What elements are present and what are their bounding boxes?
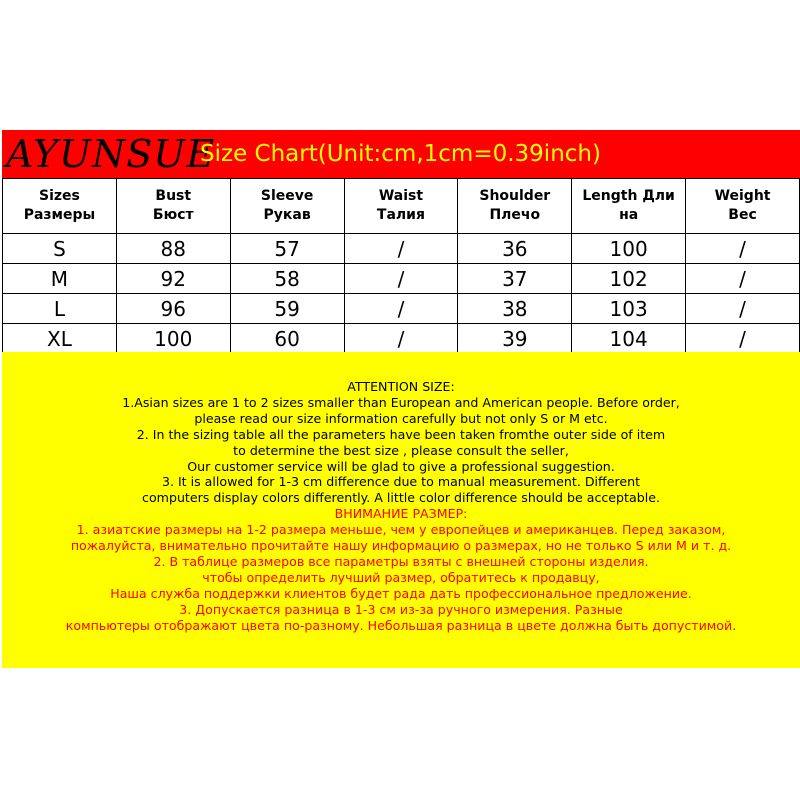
table-row-s: [3, 234, 800, 264]
table-cell-waist: /: [344, 264, 458, 294]
table-row-m: [3, 264, 800, 294]
table-header-row: [3, 179, 800, 234]
notes-line-en: computers display colors differently. A little color difference should be acceptable.: [142, 490, 660, 506]
table-cell-weight: /: [686, 294, 800, 324]
notes-line-en: 2. In the sizing table all the parameters have been taken fromthe outer side of item: [136, 426, 666, 442]
column-header-ru: Размеры: [23, 207, 96, 223]
table-cell-sleeve: 57: [230, 234, 344, 264]
table-cell-size: S: [3, 234, 117, 264]
table-row-l: [3, 294, 800, 324]
column-header-en: Waist: [378, 188, 424, 204]
table-cell-bust: 96: [116, 294, 230, 324]
table-cell-shoulder: 38: [458, 294, 572, 324]
table-cell-shoulder: 37: [458, 264, 572, 294]
column-header-ru: Талия: [376, 207, 425, 223]
column-header-weight: [686, 179, 800, 234]
column-header-sizes: [3, 179, 117, 234]
column-header-length: [572, 179, 686, 234]
column-header-shoulder: [458, 179, 572, 234]
table-cell-weight: /: [686, 234, 800, 264]
notes-line-en: to determine the best size , please consult the seller,: [233, 442, 569, 458]
table-cell-sleeve: 60: [230, 324, 344, 354]
table-cell-size: L: [3, 294, 117, 324]
notes-line-ru: пожалуйста, внимательно прочитайте нашу информацию о размерах, но не только S или M и т. д.: [70, 538, 732, 554]
column-header-ru: на: [619, 207, 639, 223]
size-chart-header: [2, 130, 800, 178]
table-cell-bust: 88: [116, 234, 230, 264]
column-header-waist: [344, 179, 458, 234]
column-header-en: Length Дли: [582, 188, 675, 204]
table-cell-bust: 92: [116, 264, 230, 294]
table-cell-waist: /: [344, 294, 458, 324]
column-header-en: Bust: [155, 188, 192, 204]
notes-line-ru: ВНИМАНИЕ РАЗМЕР:: [334, 506, 468, 522]
column-header-en: Weight: [714, 188, 771, 204]
table-cell-weight: /: [686, 324, 800, 354]
notes-text: [2, 379, 800, 634]
notes-line-ru: компьютеры отображают цвета по-разному. Небольшая разница в цвете должна быть допустимой.: [65, 617, 737, 633]
size-table: [2, 178, 800, 354]
notes-line-en: 1.Asian sizes are 1 to 2 sizes smaller than European and American people. Before order,: [122, 394, 680, 410]
table-cell-waist: /: [344, 234, 458, 264]
column-header-sleeve: [230, 179, 344, 234]
chart-title: Size Chart(Unit:cm,1cm=0.39inch): [200, 141, 601, 167]
table-row-xl: [3, 324, 800, 354]
notes-line-ru: чтобы определить лучший размер, обратитесь к продавцу,: [202, 569, 600, 585]
brand-logo: AYUNSUE: [6, 132, 216, 176]
table-cell-length: 100: [572, 234, 686, 264]
notes-line-en: 3. It is allowed for 1-3 cm difference due to manual measurement. Different: [161, 474, 641, 490]
notes-line-ru: 3. Допускается разница в 1-3 см из-за ручного измерения. Разные: [179, 601, 623, 617]
table-cell-length: 102: [572, 264, 686, 294]
notes-line-ru: 1. азиатские размеры на 1-2 размера меньше, чем у европейцев и американцев. Перед заказом,: [76, 522, 726, 538]
table-cell-length: 103: [572, 294, 686, 324]
attention-notes: [2, 352, 800, 668]
notes-line-ru: 2. В таблице размеров все параметры взяты с внешней стороны изделия.: [153, 553, 649, 569]
table-cell-shoulder: 36: [458, 234, 572, 264]
table-cell-waist: /: [344, 324, 458, 354]
column-header-bust: [116, 179, 230, 234]
column-header-ru: Рукав: [263, 207, 311, 223]
table-cell-size: M: [3, 264, 117, 294]
column-header-ru: Бюст: [152, 207, 194, 223]
notes-line-en: please read our size information carefully but not only S or M etc.: [194, 410, 608, 426]
table-cell-bust: 100: [116, 324, 230, 354]
table-cell-weight: /: [686, 264, 800, 294]
notes-line-en: Our customer service will be glad to give a professional suggestion.: [187, 458, 615, 474]
table-cell-size: XL: [3, 324, 117, 354]
column-header-en: Sizes: [38, 188, 80, 204]
table-cell-sleeve: 58: [230, 264, 344, 294]
column-header-ru: Плечо: [489, 207, 541, 223]
column-header-en: Sleeve: [260, 188, 314, 204]
notes-line-ru: Наша служба поддержки клиентов будет рада дать профессиональное предложение.: [110, 585, 692, 601]
table-cell-sleeve: 59: [230, 294, 344, 324]
column-header-en: Shoulder: [479, 188, 551, 204]
table-cell-length: 104: [572, 324, 686, 354]
column-header-ru: Вес: [728, 207, 757, 223]
notes-line-en: ATTENTION SIZE:: [347, 379, 455, 394]
table-cell-shoulder: 39: [458, 324, 572, 354]
